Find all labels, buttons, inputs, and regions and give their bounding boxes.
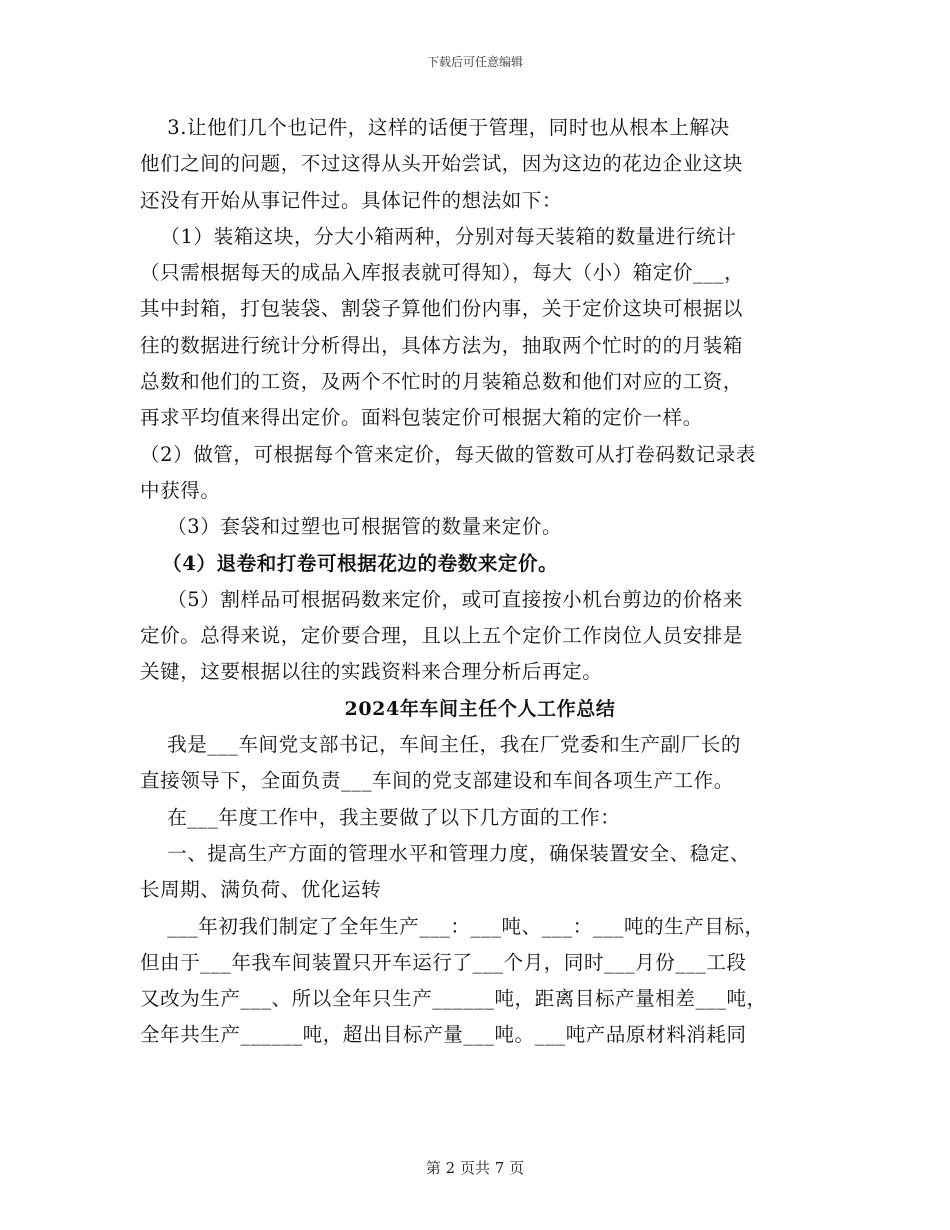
paragraph-line: 但由于___年我车间装置只开车运行了___个月，同时___月份___工段	[140, 950, 747, 974]
paragraph-line: 长周期、满负荷、优化运转	[140, 878, 382, 902]
paragraph-line: 全年共生产______吨，超出目标产量___吨。___吨产品原材料消耗同	[140, 1023, 747, 1047]
paragraph-line: 中获得。	[140, 478, 221, 502]
document-body	[140, 110, 820, 1054]
paragraph-line: 往的数据进行统计分析得出，具体方法为，抽取两个忙时的的月装箱	[140, 333, 744, 357]
paragraph-line: 又改为生产___、所以全年只生产______吨，距离目标产量相差___吨，	[140, 987, 767, 1011]
paragraph-line: 其中封箱，打包装袋、割袋子算他们份内事，关于定价这块可根据以	[140, 297, 744, 321]
paragraph-line: 直接领导下，全面负责___车间的党支部建设和车间各项生产工作。	[140, 769, 734, 793]
paragraph-line: 3.让他们几个也记件，这样的话便于管理，同时也从根本上解决	[140, 116, 730, 139]
paragraph-line: 定价。总得来说，定价要合理，且以上五个定价工作岗位人员安排是	[140, 624, 744, 648]
paragraph-line: 一、提高生产方面的管理水平和管理力度，确保装置安全、稳定、	[140, 841, 751, 865]
page-footer: 第 2 页共 7 页	[425, 1159, 525, 1177]
paragraph-line: 他们之间的问题，不过这得从头开始尝试，因为这边的花边企业这块	[140, 152, 744, 176]
paragraph-line: （3）套袋和过塑也可根据管的数量来定价。	[140, 515, 563, 539]
page-header: 下载后可任意编辑	[426, 55, 523, 69]
paragraph-line: 再求平均值来得出定价。面料包装定价可根据大箱的定价一样。	[140, 406, 703, 430]
paragraph-line: （1）装箱这块，分大小箱两种，分别对每天装箱的数量进行统计	[140, 224, 737, 248]
paragraph-line: 在___年度工作中，我主要做了以下几方面的工作：	[140, 805, 621, 829]
paragraph-line: 总数和他们的工资，及两个不忙时的月装箱总数和他们对应的工资，	[140, 370, 744, 394]
paragraph-line: （只需根据每天的成品入库报表就可得知），每大（小）箱定价___，	[140, 261, 745, 285]
paragraph-line: （4）退卷和打卷可根据花边的卷数来定价。	[140, 551, 559, 575]
paragraph-line: ___年初我们制定了全年生产___：___吨、___：___吨的生产目标，	[140, 914, 765, 938]
paragraph-line: （5）割样品可根据码数来定价，或可直接按小机台剪边的价格来	[140, 587, 744, 611]
section-heading: 2024年车间主任个人工作总结	[344, 697, 616, 720]
paragraph-line: （2）做管，可根据每个管来定价，每天做的管数可从打卷码数记录表	[140, 442, 757, 466]
paragraph-line: 我是___车间党支部书记，车间主任，我在厂党委和生产副厂长的	[140, 733, 741, 757]
paragraph-line: 还没有开始从事记件过。具体记件的想法如下：	[140, 188, 563, 212]
paragraph-line: 关键，这要根据以往的实践资料来合理分析后再定。	[140, 660, 603, 684]
